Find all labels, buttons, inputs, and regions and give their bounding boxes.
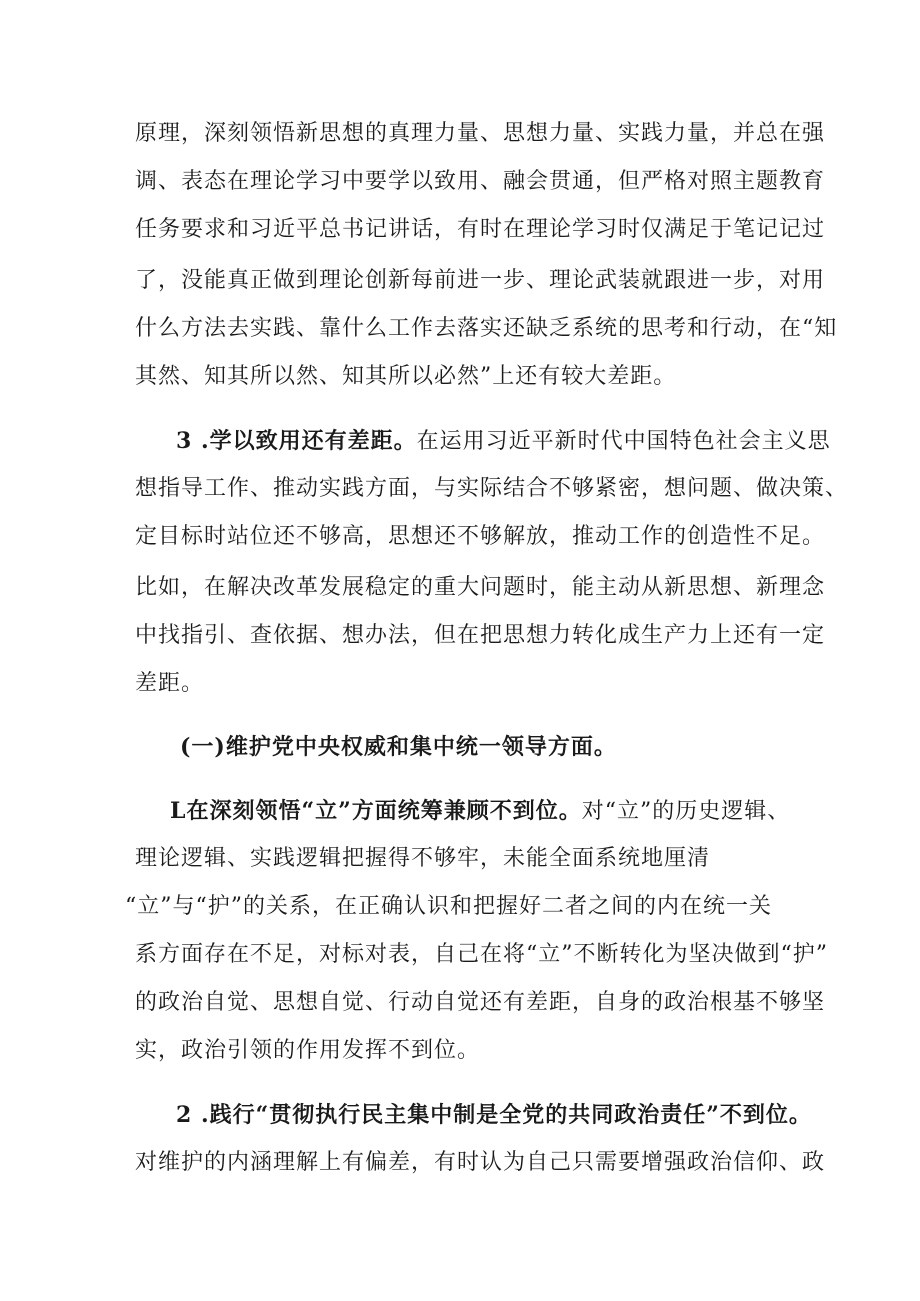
text-line: 原理，深刻领悟新思想的真理力量、思想力量、实践力量，并总在强 xyxy=(135,121,826,146)
text-line: 任务要求和习近平总书记讲话，有时在理论学习时仅满足于笔记记过 xyxy=(135,217,826,242)
text-line: 系方面存在不足，对标对表，自己在将“立”不断转化为坚决做到“护” xyxy=(135,942,828,967)
heading-l: L在深刻领悟“立”方面统筹兼顾不到位。 xyxy=(170,798,582,824)
text-line: “立”与“护”的关系，在正确认识和把握好二者之间的内在统一关 xyxy=(125,894,772,919)
text-line: 理论逻辑、实践逻辑把握得不够牢，未能全面系统地厘清 xyxy=(135,846,711,871)
text-line: 什么方法去实践、靠什么工作去落实还缺乏系统的思考和行动，在“知 xyxy=(135,316,838,341)
heading-l-text: 对“立”的历史逻辑、 xyxy=(581,799,791,824)
text-line: 中找指引、查依据、想办法，但在把思想力转化成生产力上还有一定 xyxy=(135,623,826,648)
paragraph-3-line xyxy=(176,426,831,457)
text-line: 了，没能真正做到理论创新每前进一步、理论武装就跟进一步，对用 xyxy=(135,268,826,293)
text-line: 的政治自觉、思想自觉、行动自觉还有差距，自身的政治根基不够坚 xyxy=(135,990,826,1015)
text-line: 定目标时站位还不够高，思想还不够解放，推动工作的创造性不足。 xyxy=(135,524,826,549)
text-line: 差距。 xyxy=(135,671,205,696)
text-line: 其然、知其所以然、知其所以必然”上还有较大差距。 xyxy=(135,364,677,389)
text-line: 实，政治引领的作用发挥不到位。 xyxy=(135,1038,481,1063)
text-line: 想指导工作、推动实践方面，与实际结合不够紧密，想问题、做决策、 xyxy=(135,476,849,501)
section-heading: (一)维护党中央权威和集中统一领导方面。 xyxy=(180,734,617,760)
text-line: 调、表态在理论学习中要学以致用、融会贯通，但严格对照主题教育 xyxy=(135,169,826,194)
heading-2: 2 .践行“贯彻执行民主集中制是全党的共同政治责任”不到位。 xyxy=(176,1102,812,1128)
text-line: 比如，在解决改革发展稳定的重大问题时，能主动从新思想、新理念 xyxy=(135,575,826,600)
heading-3-text: 在运用习近平新时代中国特色社会主义思 xyxy=(416,429,831,454)
paragraph-l-line xyxy=(170,796,790,827)
heading-3: 3 .学以致用还有差距。 xyxy=(176,428,417,454)
text-line: 对维护的内涵理解上有偏差，有时认为自己只需要增强政治信仰、政 xyxy=(135,1150,826,1175)
